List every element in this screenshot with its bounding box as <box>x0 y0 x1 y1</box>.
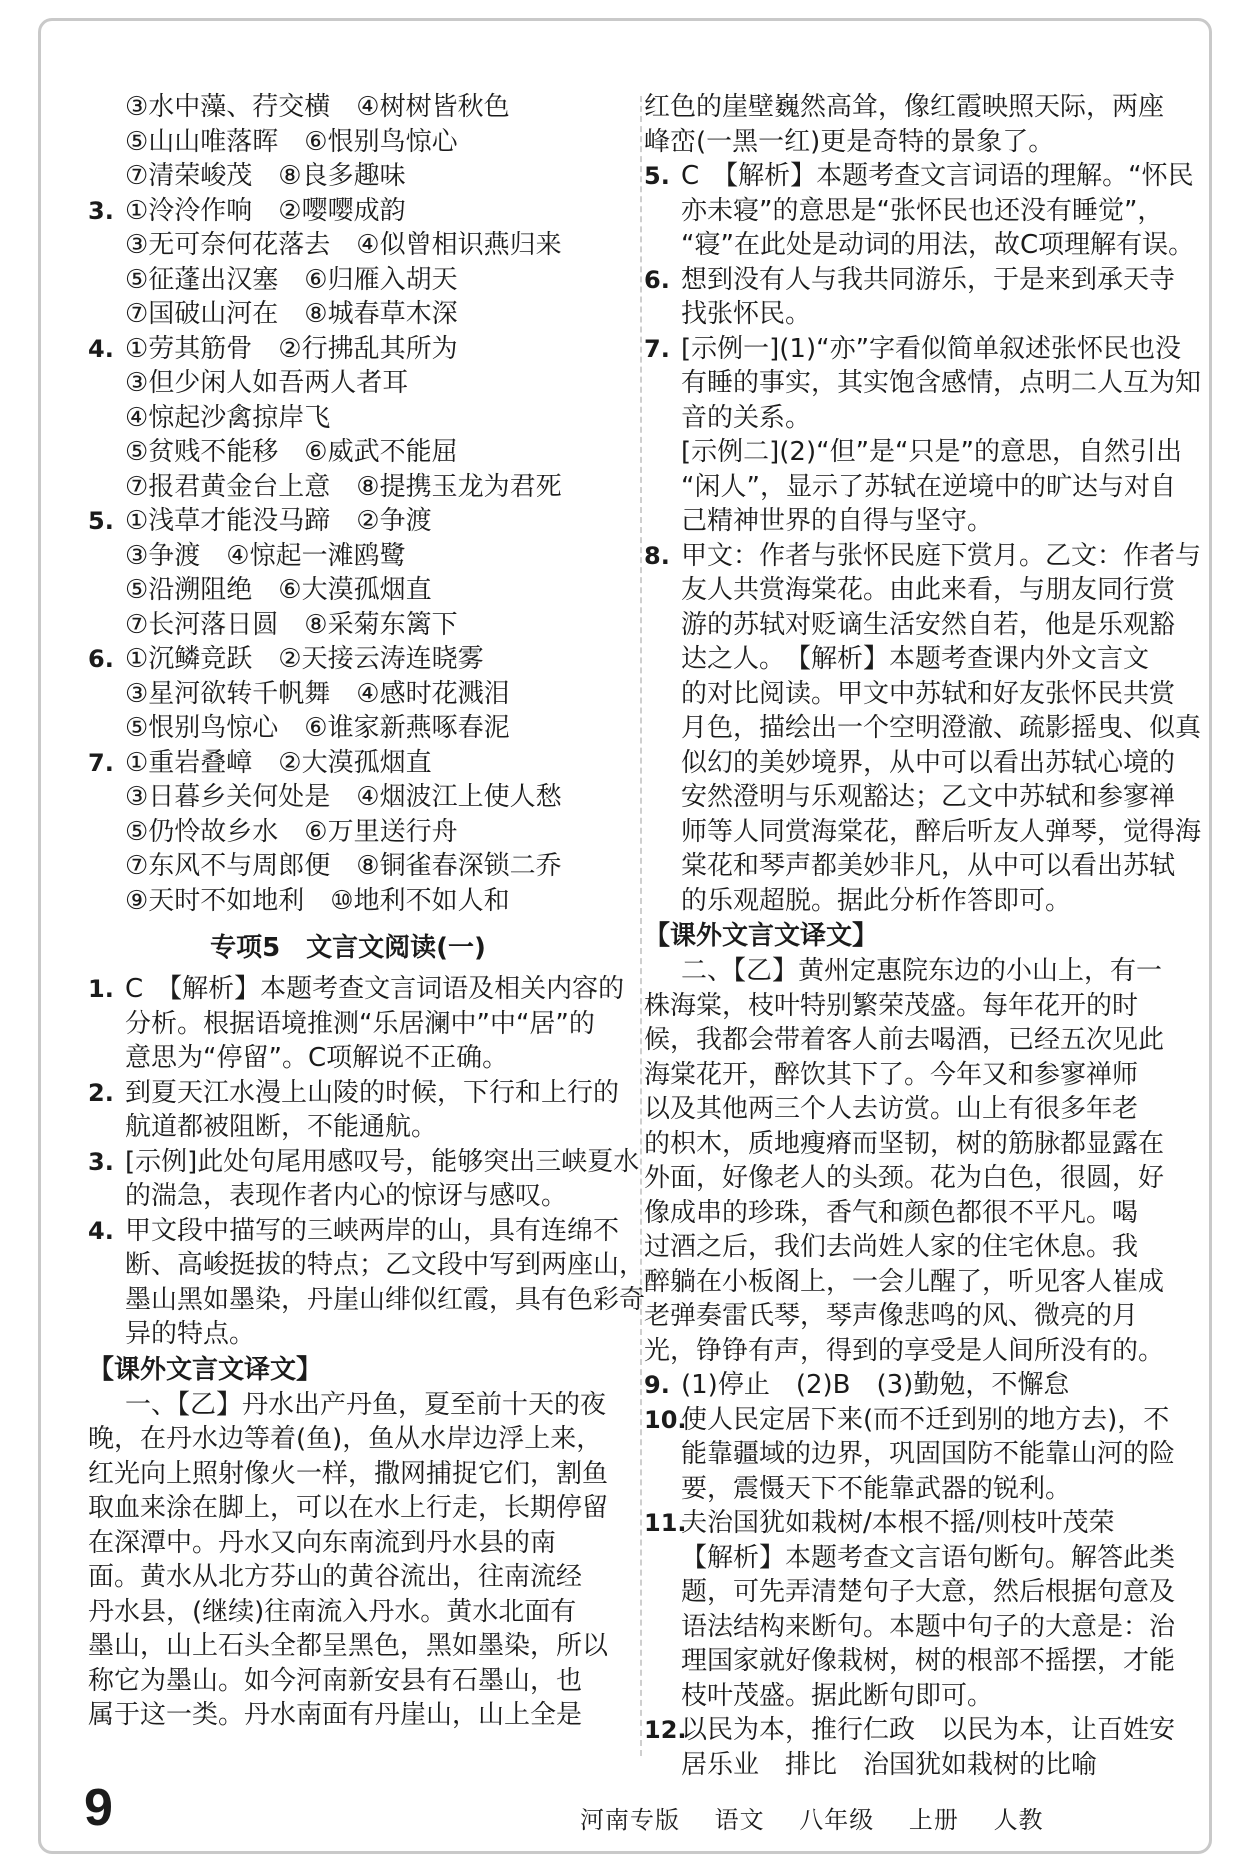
item-text: ④惊起沙禽掠岸飞 <box>125 402 331 433</box>
item-text: ⑤沿溯阻绝 ⑥大漠孤烟直 <box>125 575 432 605</box>
answer-item <box>644 1403 1170 1438</box>
item-text: 音的关系。 <box>681 402 812 433</box>
item-text: ③星河欲转千帆舞 ④感时花溅泪 <box>125 678 510 709</box>
item-text: ⑦长河落日圆 ⑧采菊东篱下 <box>125 609 458 640</box>
page-number: 9 <box>84 1779 113 1837</box>
translation-line: 红光向上照射像火一样，撒网捕捉它们，割鱼 <box>88 1458 609 1489</box>
item-number: 6. <box>88 645 114 673</box>
answer-line <box>644 1541 1176 1576</box>
answer-item <box>88 972 625 1007</box>
item-number: 9. <box>644 1371 670 1399</box>
answer-line <box>644 228 1195 263</box>
translation-line: 外面，好像老人的头颈。花为白色，很圆，好 <box>644 1163 1165 1193</box>
answer-line <box>88 677 608 712</box>
item-number: 6. <box>644 265 670 294</box>
answer-line <box>644 1610 1176 1645</box>
section-title: 专项5 文言文阅读(一) <box>210 933 486 963</box>
item-text: ⑦东风不与周郎便 ⑧铜雀春深锁二乔 <box>125 851 562 881</box>
item-number: 10. <box>644 1405 687 1434</box>
answer-item <box>88 642 608 677</box>
text-line: 峰峦(一黑一红)更是奇特的景象了。 <box>644 126 1055 157</box>
answer-line <box>88 849 608 884</box>
answer-line <box>644 297 1164 332</box>
item-text: (1)停止 (2)B (3)勤勉，不懈怠 <box>681 1370 1070 1400</box>
translation-line: 海棠花开，醉饮其下了。今年又和参寥禅师 <box>644 1059 1139 1090</box>
item-text: [示例]此处句尾用感叹号，能够突出三峡夏水 <box>125 1146 640 1177</box>
translation-line: 像成串的珍珠，香气和颜色都很不平凡。喝 <box>644 1197 1139 1228</box>
answer-item <box>644 539 1202 574</box>
answer-item <box>644 263 1176 298</box>
answer-line <box>644 435 1182 470</box>
item-text: ⑦报君黄金台上意 ⑧提携玉龙为君死 <box>125 471 562 502</box>
left-column <box>88 90 646 1733</box>
answer-line <box>88 1283 646 1318</box>
item-text: 甲文：作者与张怀民庭下赏月。乙文：作者与 <box>681 540 1202 571</box>
translation-line: 光，铮铮有声，得到的享受是人间所没有的。 <box>644 1335 1165 1366</box>
answer-item <box>644 332 1182 367</box>
item-text: 要，震慑天下不能靠武器的锐利。 <box>681 1473 1072 1504</box>
item-text: ③但少闲人如吾两人者耳 <box>125 368 409 398</box>
answer-line <box>88 435 608 470</box>
item-text: ①沉鳞竞跃 ②天接云涛连晓雾 <box>125 644 484 674</box>
answer-item <box>88 332 608 367</box>
answer-line <box>88 401 608 436</box>
item-text: ⑤征蓬出汉塞 ⑥归雁入胡天 <box>125 264 458 295</box>
answer-item <box>88 1145 640 1180</box>
answer-line <box>88 608 608 643</box>
answer-line <box>644 677 1176 712</box>
answer-line <box>644 1748 1164 1783</box>
translation-line: 候，我都会带着客人前去喝酒，已经五次见此 <box>644 1025 1165 1055</box>
answer-line <box>644 401 1164 436</box>
item-text: 墨山黑如墨染，丹崖山绯似红霞，具有色彩奇 <box>125 1284 646 1315</box>
item-text: [示例二](2)“但”是“只是”的意思，自然引出 <box>681 437 1182 467</box>
translation-line: 老弹奏雷氏琴，琴声像悲鸣的风、微亮的月 <box>644 1301 1139 1331</box>
translation-heading: 【课外文言文译文】 <box>88 1354 323 1385</box>
item-number: 1. <box>88 975 114 1003</box>
item-text: 甲文段中描写的三峡两岸的山，具有连绵不 <box>125 1215 620 1246</box>
item-text: ⑤恨别鸟惊心 ⑥谁家新燕啄春泥 <box>125 713 510 743</box>
answer-line <box>644 815 1202 850</box>
footer-edition: 河南专版 <box>580 1806 680 1834</box>
answer-line <box>644 608 1176 643</box>
item-text: “闲人”，显示了苏轼在逆境中的旷达与对自 <box>681 471 1176 502</box>
answer-line <box>88 884 608 919</box>
item-number: 3. <box>88 1147 114 1176</box>
answer-item <box>644 1368 1164 1403</box>
item-number: 11. <box>644 1509 687 1537</box>
answer-line <box>88 1179 608 1214</box>
item-text: ⑤仍怜故乡水 ⑥万里送行舟 <box>125 816 458 847</box>
item-text: [示例一](1)“亦”字看似简单叙述张怀民也没 <box>681 333 1182 364</box>
item-text: 师等人同赏海棠花，醉后听友人弹琴，觉得海 <box>681 816 1202 847</box>
answer-line <box>88 297 608 332</box>
item-text: 安然澄明与乐观豁达；乙文中苏轼和参寥禅 <box>681 782 1176 812</box>
item-number: 12. <box>644 1716 687 1744</box>
item-text: 到夏天江水漫上山陵的时候，下行和上行的 <box>125 1077 620 1108</box>
item-text: ⑨天时不如地利 ⑩地利不如人和 <box>125 885 510 916</box>
item-text: 想到没有人与我共同游乐，于是来到承天寺 <box>681 264 1176 295</box>
item-text: 的乐观超脱。据此分析作答即可。 <box>681 885 1072 916</box>
item-number: 4. <box>88 1216 114 1245</box>
translation-line: 过酒之后，我们去尚姓人家的住宅休息。我 <box>644 1232 1139 1262</box>
answer-item <box>88 1076 620 1111</box>
answer-line <box>644 1679 1164 1714</box>
translation-line: 醉躺在小板阁上，一会儿醒了，听见客人崔成 <box>644 1266 1165 1297</box>
translation-line: 以及其他两三个人去访赏。山上有很多年老 <box>644 1094 1139 1124</box>
answer-line <box>644 1644 1176 1679</box>
answer-item <box>644 159 1194 194</box>
translation-line: 的枳木，质地瘦瘠而坚韧，树的筋脉都显露在 <box>644 1128 1165 1159</box>
text-line: 红色的崖壁巍然高耸，像红霞映照天际，两座 <box>644 92 1165 122</box>
answer-line <box>644 849 1176 884</box>
item-text: 有睡的事实，其实饱含感情，点明二人互为知 <box>681 368 1202 398</box>
item-number: 3. <box>88 196 114 225</box>
answer-line <box>88 1317 608 1352</box>
text-line: ⑦清荣峻茂 ⑧良多趣味 <box>125 161 406 191</box>
translation-line: 二、【乙】黄州定惠院东边的小山上，有一 <box>681 956 1163 986</box>
answer-line <box>644 504 1164 539</box>
right-column <box>644 90 1202 1782</box>
item-text: ①重岩叠嶂 ②大漠孤烟直 <box>125 747 432 778</box>
translation-heading: 【课外文言文译文】 <box>644 921 879 951</box>
item-number: 7. <box>644 334 670 363</box>
item-text: 能靠疆域的边界，巩固国防不能靠山河的险 <box>681 1439 1176 1469</box>
footer-subject: 语文 <box>714 1806 765 1834</box>
translation-line: 取血来涂在脚上，可以在水上行走，长期停留 <box>88 1493 609 1523</box>
answer-line <box>88 263 608 298</box>
item-text: 以民为本，推行仁政 以民为本，让百姓安 <box>681 1715 1176 1745</box>
item-text: 夫治国犹如栽树/本根不摇/则枝叶茂荣 <box>681 1508 1115 1538</box>
item-text: 分析。根据语境推测“乐居澜中”中“居”的 <box>125 1008 595 1039</box>
item-text: 语法结构来断句。本题中句子的大意是：治 <box>681 1611 1176 1642</box>
item-text: 游的苏轼对贬谪生活安然自若，他是乐观豁 <box>681 609 1176 640</box>
answer-line <box>88 1110 608 1145</box>
column-divider <box>640 96 642 1756</box>
item-text: 棠花和琴声都美妙非凡，从中可以看出苏轼 <box>681 851 1176 881</box>
item-text: C 【解析】本题考查文言词语的理解。“怀民 <box>681 161 1194 191</box>
item-text: 的湍急，表现作者内心的惊讶与感叹。 <box>125 1181 568 1211</box>
footer-grade: 八年级 <box>799 1806 875 1834</box>
answer-line <box>644 194 1164 229</box>
answer-line <box>644 642 1164 677</box>
item-text: 异的特点。 <box>125 1319 256 1349</box>
item-text: 亦未寝”的意思是“张怀民也还没有睡觉”， <box>681 195 1164 226</box>
answer-line <box>644 470 1176 505</box>
item-number: 4. <box>88 334 114 363</box>
answer-line <box>644 1437 1176 1472</box>
translation-line: 株海棠，枝叶特别繁荣茂盛。每年花开的时 <box>644 990 1139 1021</box>
item-number: 5. <box>88 507 114 535</box>
item-text: 题，可先弄清楚句子大意，然后根据句意及 <box>681 1577 1176 1607</box>
item-text: 月色，描绘出一个空明澄澈、疏影摇曳、似真 <box>681 713 1202 743</box>
item-text: “寝”在此处是动词的用法，故C项理解有误。 <box>681 230 1195 260</box>
item-text: 【解析】本题考查文言语句断句。解答此类 <box>681 1542 1176 1573</box>
answer-line <box>88 573 608 608</box>
item-text: 断、高峻挺拔的特点；乙文段中写到两座山， <box>125 1250 646 1280</box>
item-text: 航道都被阻断，不能通航。 <box>125 1112 438 1142</box>
translation-line: 在深潭中。丹水又向东南流到丹水县的南 <box>88 1527 557 1558</box>
text-line: ③水中藻、荇交横 ④树树皆秋色 <box>125 92 510 122</box>
answer-line <box>88 1248 646 1283</box>
item-text: 己精神世界的自得与坚守。 <box>681 506 994 536</box>
answer-line <box>88 470 608 505</box>
item-text: ①浅草才能没马蹄 ②争渡 <box>125 506 432 536</box>
translation-line: 面。黄水从北方芬山的黄谷流出，往南流经 <box>88 1562 583 1592</box>
answer-item <box>88 1214 620 1249</box>
answer-line <box>644 366 1202 401</box>
item-text: 找张怀民。 <box>681 299 812 329</box>
translation-line: 属于这一类。丹水南面有丹崖山，山上全是 <box>88 1700 583 1730</box>
item-text: C 【解析】本题考查文言词语及相关内容的 <box>125 974 625 1004</box>
item-text: ①劳其筋骨 ②行拂乱其所为 <box>125 333 458 364</box>
item-text: 达之人。 【解析】本题考查课内外文言文 <box>681 644 1150 674</box>
footer-volume: 上册 <box>908 1806 959 1834</box>
item-text: ③争渡 ④惊起一滩鸥鹭 <box>125 540 406 571</box>
item-text: ③日暮乡关何处是 ④烟波江上使人愁 <box>125 782 562 812</box>
answer-item <box>88 194 608 229</box>
answer-line <box>644 711 1202 746</box>
item-number: 2. <box>88 1078 114 1107</box>
translation-line: 一、【乙】丹水出产丹鱼，夏至前十天的夜 <box>125 1389 607 1420</box>
answer-line <box>88 1007 608 1042</box>
answer-line <box>644 1472 1164 1507</box>
item-text: 居乐业 排比 治国犹如栽树的比喻 <box>681 1749 1098 1780</box>
translation-line: 丹水县，(继续)往南流入丹水。黄水北面有 <box>88 1596 577 1627</box>
answer-line <box>88 815 608 850</box>
item-text: 枝叶茂盛。据此断句即可。 <box>681 1680 994 1711</box>
item-text: 友人共赏海棠花。由此来看，与朋友同行赏 <box>681 575 1176 605</box>
translation-line: 墨山，山上石头全都呈黑色，黑如墨染，所以 <box>88 1631 609 1661</box>
item-text: 的对比阅读。甲文中苏轼和好友张怀民共赏 <box>681 678 1176 709</box>
translation-line: 晚，在丹水边等着(鱼)，鱼从水岸边浮上来， <box>88 1424 603 1454</box>
answer-line <box>644 780 1176 815</box>
answer-item <box>88 504 608 539</box>
answer-line <box>88 228 608 263</box>
answer-line <box>88 1041 608 1076</box>
item-number: 7. <box>88 748 114 777</box>
item-text: 意思为“停留”。C项解说不正确。 <box>125 1043 509 1073</box>
footer-publisher: 人教 <box>993 1806 1044 1834</box>
item-text: ⑤贫贱不能移 ⑥威武不能屈 <box>125 437 458 467</box>
item-number: 5. <box>644 162 670 190</box>
answer-line <box>644 884 1164 919</box>
answer-line <box>88 539 608 574</box>
item-text: 似幻的美妙境界，从中可以看出苏轼心境的 <box>681 747 1176 778</box>
answer-line <box>644 573 1176 608</box>
translation-line: 称它为墨山。如今河南新安县有石墨山，也 <box>88 1665 583 1696</box>
answer-line <box>88 366 608 401</box>
item-text: 使人民定居下来(而不迁到别的地方去)，不 <box>681 1404 1170 1435</box>
footer <box>580 1800 1070 1835</box>
item-text: ①泠泠作响 ②嘤嘤成韵 <box>125 195 406 226</box>
answer-item <box>644 1506 1164 1541</box>
answer-item <box>88 746 608 781</box>
text-line: ⑤山山唯落晖 ⑥恨别鸟惊心 <box>125 126 458 157</box>
item-number: 8. <box>644 541 670 570</box>
answer-line <box>644 746 1176 781</box>
item-text: 理国家就好像栽树，树的根部不摇摆，才能 <box>681 1646 1176 1676</box>
item-text: ③无可奈何花落去 ④似曾相识燕归来 <box>125 230 562 260</box>
answer-item <box>644 1713 1176 1748</box>
answer-line <box>644 1575 1176 1610</box>
answer-line <box>88 780 608 815</box>
item-text: ⑦国破山河在 ⑧城春草木深 <box>125 299 458 329</box>
answer-line <box>88 711 608 746</box>
